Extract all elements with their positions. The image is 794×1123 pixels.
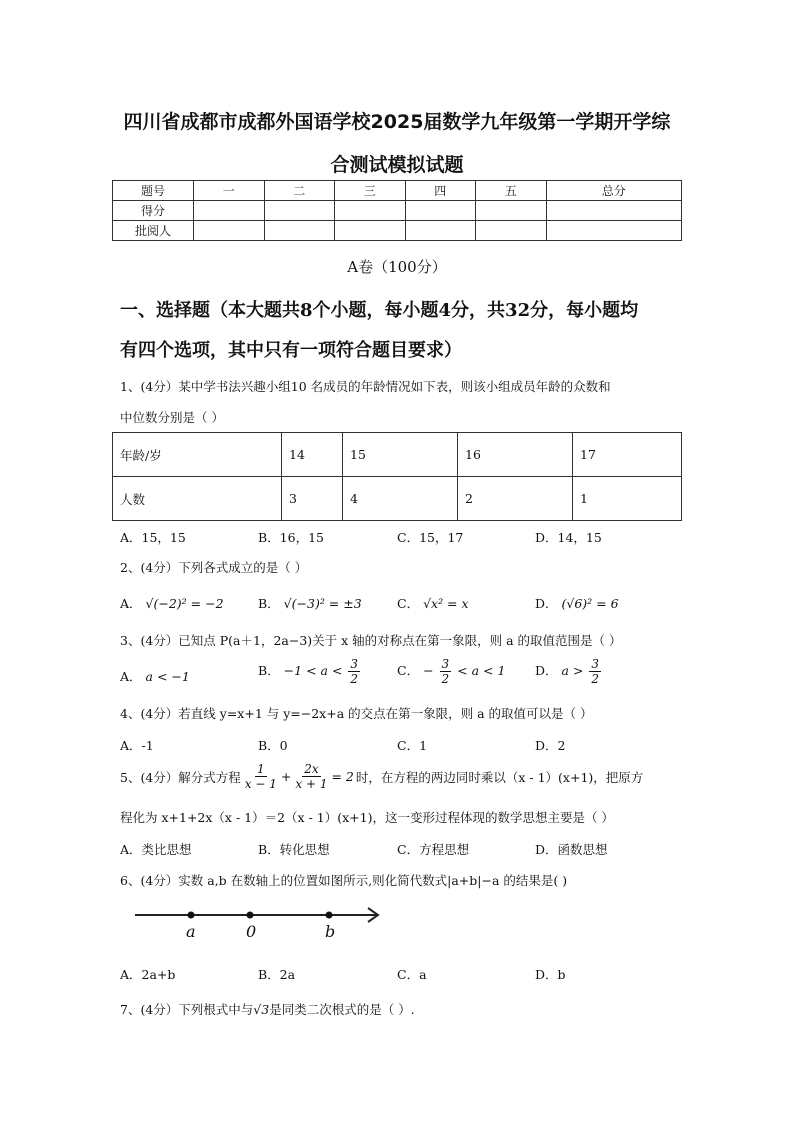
score-row xyxy=(113,201,682,221)
point-b xyxy=(326,912,333,919)
table-row xyxy=(113,433,682,477)
q5-option-d: D．函数思想 xyxy=(535,842,608,857)
doc-title-line1: 四川省成都市成都外国语学校2025届数学九年级第一学期开学综 xyxy=(123,111,671,133)
fraction xyxy=(348,657,360,686)
q2-option-a xyxy=(120,594,224,612)
number-line-label-zero: 0 xyxy=(246,922,257,941)
fraction-numerator: 3 xyxy=(441,657,450,671)
score-row-label: 得分 xyxy=(113,201,194,221)
score-header-cell: 三 xyxy=(335,181,406,201)
q7-stem-pre: 7、(4分）下列根式中与 xyxy=(120,1002,254,1017)
table-cell: 1 xyxy=(573,477,682,521)
table-cell: 16 xyxy=(458,433,573,477)
table-cell: 4 xyxy=(343,477,458,521)
table-cell: 15 xyxy=(343,433,458,477)
q2-b-expr: √(−3)² = ±3 xyxy=(283,596,362,611)
fraction-denominator: 2 xyxy=(441,672,450,686)
q2-option-b xyxy=(258,594,362,612)
number-line-label-a: a xyxy=(186,922,196,941)
q5-stem-pre: 5、(4分）解分式方程 xyxy=(120,769,241,785)
q5-option-b: B．转化思想 xyxy=(258,842,330,857)
q5-stem-line1 xyxy=(120,762,643,791)
q5-option-a: A．类比思想 xyxy=(120,842,192,857)
score-row xyxy=(113,221,682,241)
q4-option-b: B．0 xyxy=(258,738,288,753)
q1-option-c: C．15，17 xyxy=(397,530,464,545)
q3-option-c xyxy=(397,657,505,686)
doc-title-line2: 合测试模拟试题 xyxy=(330,154,464,176)
number-line-label-b: b xyxy=(325,922,336,941)
q3-d-expr: a > xyxy=(561,663,584,678)
option-label: C． xyxy=(397,596,420,611)
fraction-numerator: 2x xyxy=(304,762,319,776)
table-row xyxy=(113,477,682,521)
option-label: D． xyxy=(535,596,558,611)
equals-two: = 2 xyxy=(331,769,354,784)
part-heading-line2: 有四个选项，其中只有一项符合题目要求） xyxy=(120,340,462,361)
q3-c-expr: < a < 1 xyxy=(457,663,506,678)
fraction xyxy=(243,762,279,791)
plus-sign: + xyxy=(280,769,292,784)
fraction-denominator: x − 1 xyxy=(244,777,277,791)
section-heading: A卷（100分） xyxy=(347,258,447,276)
score-header-row xyxy=(113,181,682,201)
q5-option-c: C．方程思想 xyxy=(397,842,470,857)
q3-option-d xyxy=(535,657,603,686)
q2-option-d xyxy=(535,594,619,612)
q7-stem-post: 是同类二次根式的是（ ）. xyxy=(269,1002,415,1017)
q7-stem xyxy=(120,1000,415,1018)
q3-a-expr: a < −1 xyxy=(145,669,190,684)
q6-option-c: C．a xyxy=(397,967,427,982)
score-header-cell: 五 xyxy=(476,181,547,201)
q1-option-b: B．16，15 xyxy=(258,530,324,545)
q1-stem-line2: 中位数分别是（ ） xyxy=(120,410,224,425)
q3-c-sign: − xyxy=(423,663,434,678)
q2-d-expr: (√6)² = 6 xyxy=(561,596,619,611)
point-a xyxy=(188,912,195,919)
q4-option-d: D．2 xyxy=(535,738,566,753)
q3-option-b xyxy=(258,657,362,686)
fraction-numerator: 3 xyxy=(591,657,600,671)
fraction xyxy=(293,762,329,791)
q3-b-expr: −1 < a < xyxy=(283,663,343,678)
fraction-denominator: x + 1 xyxy=(295,777,328,791)
q1-option-a: A．15，15 xyxy=(120,530,186,545)
q4-option-a: A．-1 xyxy=(120,738,154,753)
score-row-label: 批阅人 xyxy=(113,221,194,241)
part-heading-line1: 一、选择题（本大题共8个小题，每小题4分，共32分，每小题均 xyxy=(120,300,639,321)
q3-option-a xyxy=(120,667,190,685)
fraction-denominator: 2 xyxy=(591,672,600,686)
q1-option-d: D．14，15 xyxy=(535,530,602,545)
table-cell: 2 xyxy=(458,477,573,521)
q5-stem-line2: 程化为 x+1+2x（x - 1）＝2（x - 1）(x+1)，这一变形过程体现的数学思想主要是（ ） xyxy=(120,810,614,825)
table-cell: 年龄/岁 xyxy=(113,433,282,477)
option-label: C． xyxy=(397,663,420,678)
q2-a-expr: √(−2)² = −2 xyxy=(145,596,224,611)
q6-option-d: D．b xyxy=(535,967,566,982)
option-label: A． xyxy=(120,596,142,611)
score-header-cell: 总分 xyxy=(546,181,682,201)
number-line xyxy=(130,900,390,950)
table-cell: 3 xyxy=(282,477,343,521)
point-zero xyxy=(247,912,254,919)
fraction xyxy=(440,657,452,686)
score-header-cell: 一 xyxy=(194,181,265,201)
score-table xyxy=(112,180,682,241)
q2-option-c xyxy=(397,594,469,612)
fraction-denominator: 2 xyxy=(350,672,359,686)
table-cell: 14 xyxy=(282,433,343,477)
fraction-numerator: 3 xyxy=(350,657,359,671)
option-label: B． xyxy=(258,663,280,678)
fraction-numerator: 1 xyxy=(257,762,265,776)
q6-option-a: A．2a+b xyxy=(120,967,176,982)
q3-stem: 3、(4分）已知点 P(a＋1，2a−3)关于 x 轴的对称点在第一象限，则 a 的取值范围是（ ） xyxy=(120,633,622,648)
option-label: A． xyxy=(120,669,142,684)
table-cell: 17 xyxy=(573,433,682,477)
q2-c-expr: √x² = x xyxy=(423,596,469,611)
q4-option-c: C．1 xyxy=(397,738,428,753)
q1-age-table xyxy=(112,432,682,521)
q4-stem: 4、(4分）若直线 y=x+1 与 y=−2x+a 的交点在第一象限，则 a 的取值可以是（ ） xyxy=(120,706,593,721)
option-label: D． xyxy=(535,663,558,678)
option-label: B． xyxy=(258,596,280,611)
q2-stem: 2、(4分）下列各式成立的是（ ） xyxy=(120,560,308,575)
table-cell: 人数 xyxy=(113,477,282,521)
q7-root: √3 xyxy=(253,1002,270,1017)
score-header-cell: 四 xyxy=(405,181,476,201)
q1-stem-line1: 1、(4分）某中学书法兴趣小组10 名成员的年龄情况如下表，则该小组成员年龄的众数和 xyxy=(120,379,611,394)
fraction xyxy=(589,657,601,686)
q6-stem: 6、(4分）实数 a,b 在数轴上的位置如图所示,则化简代数式|a+b|−a 的结果是( ) xyxy=(120,873,568,888)
q5-stem-post: 时，在方程的两边同时乘以（x - 1）(x+1)，把原方 xyxy=(355,769,644,785)
score-header-cell: 题号 xyxy=(113,181,194,201)
q6-option-b: B．2a xyxy=(258,967,296,982)
score-header-cell: 二 xyxy=(264,181,335,201)
